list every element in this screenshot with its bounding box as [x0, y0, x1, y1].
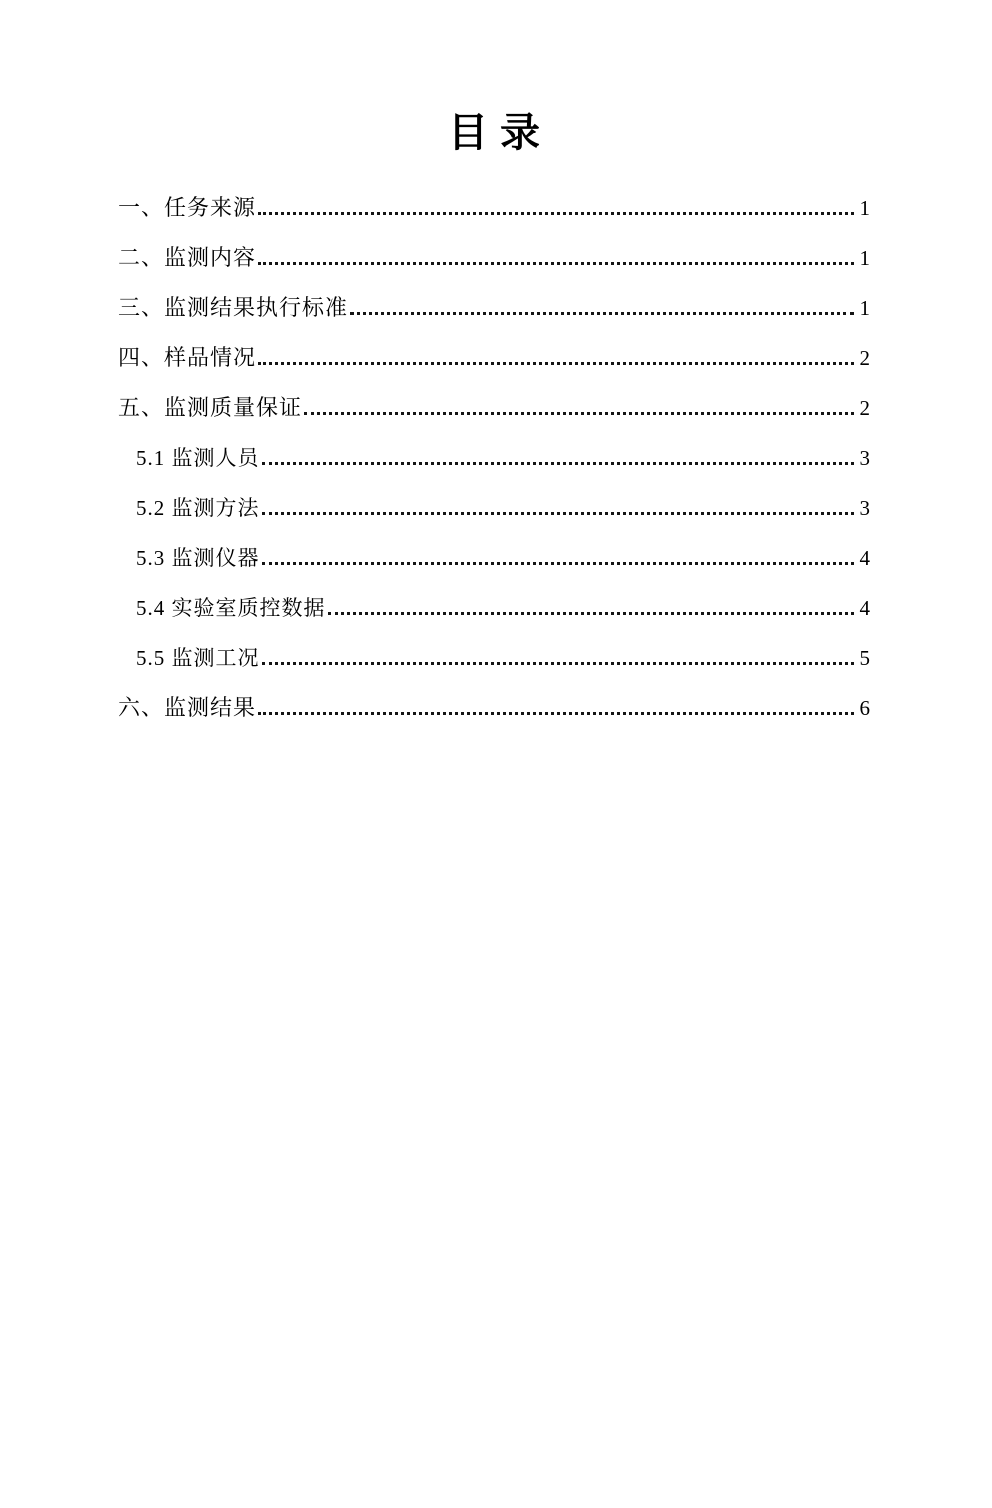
- toc-entry[interactable]: [118, 383, 870, 433]
- dot-leader-icon: [258, 262, 853, 265]
- toc-entry[interactable]: [118, 633, 870, 683]
- toc-entry-label[interactable]: 5.4 实验室质控数据: [136, 596, 326, 620]
- toc-entry[interactable]: [118, 333, 870, 383]
- toc-list: [118, 183, 870, 733]
- toc-entry-page: 5: [859, 646, 870, 670]
- toc-entry-label[interactable]: 一、任务来源: [118, 195, 257, 220]
- toc-entry-label[interactable]: 六、监测结果: [118, 695, 257, 720]
- dot-leader-icon: [258, 212, 853, 215]
- dot-leader-icon: [262, 662, 854, 665]
- toc-entry[interactable]: [118, 583, 870, 633]
- dot-leader-icon: [258, 712, 853, 715]
- toc-entry[interactable]: [118, 433, 870, 483]
- toc-entry-label[interactable]: 三、监测结果执行标准: [118, 295, 349, 320]
- toc-entry[interactable]: [118, 183, 870, 233]
- toc-entry-page: 1: [859, 196, 870, 220]
- toc-entry-page: 1: [859, 296, 870, 320]
- toc-entry-page: 3: [859, 446, 870, 470]
- dot-leader-icon: [304, 412, 853, 415]
- dot-leader-icon: [262, 512, 854, 515]
- toc-title: 目录: [448, 110, 552, 155]
- toc-entry-label[interactable]: 五、监测质量保证: [118, 395, 303, 420]
- dot-leader-icon: [258, 362, 853, 365]
- dot-leader-icon: [328, 612, 854, 615]
- toc-entry[interactable]: [118, 483, 870, 533]
- toc-entry-label[interactable]: 四、样品情况: [118, 345, 257, 370]
- toc-entry-label[interactable]: 5.5 监测工况: [136, 646, 260, 670]
- toc-entry-page: 4: [859, 596, 870, 620]
- toc-entry-page: 1: [859, 246, 870, 270]
- dot-leader-icon: [262, 562, 854, 565]
- toc-entry[interactable]: [118, 533, 870, 583]
- toc-entry-page: 2: [859, 396, 870, 420]
- toc-entry-page: 2: [859, 346, 870, 370]
- toc-entry-page: 4: [859, 546, 870, 570]
- toc-entry-label[interactable]: 二、监测内容: [118, 245, 257, 270]
- toc-entry[interactable]: [118, 683, 870, 733]
- toc-entry-label[interactable]: 5.2 监测方法: [136, 496, 260, 520]
- toc-entry-page: 6: [859, 696, 870, 720]
- toc-entry-label[interactable]: 5.1 监测人员: [136, 446, 260, 470]
- dot-leader-icon: [350, 312, 853, 315]
- toc-entry-page: 3: [859, 496, 870, 520]
- toc-entry[interactable]: [118, 233, 870, 283]
- dot-leader-icon: [262, 462, 854, 465]
- document-page: [0, 105, 992, 1508]
- toc-entry[interactable]: [118, 283, 870, 333]
- toc-entry-label[interactable]: 5.3 监测仪器: [136, 546, 260, 570]
